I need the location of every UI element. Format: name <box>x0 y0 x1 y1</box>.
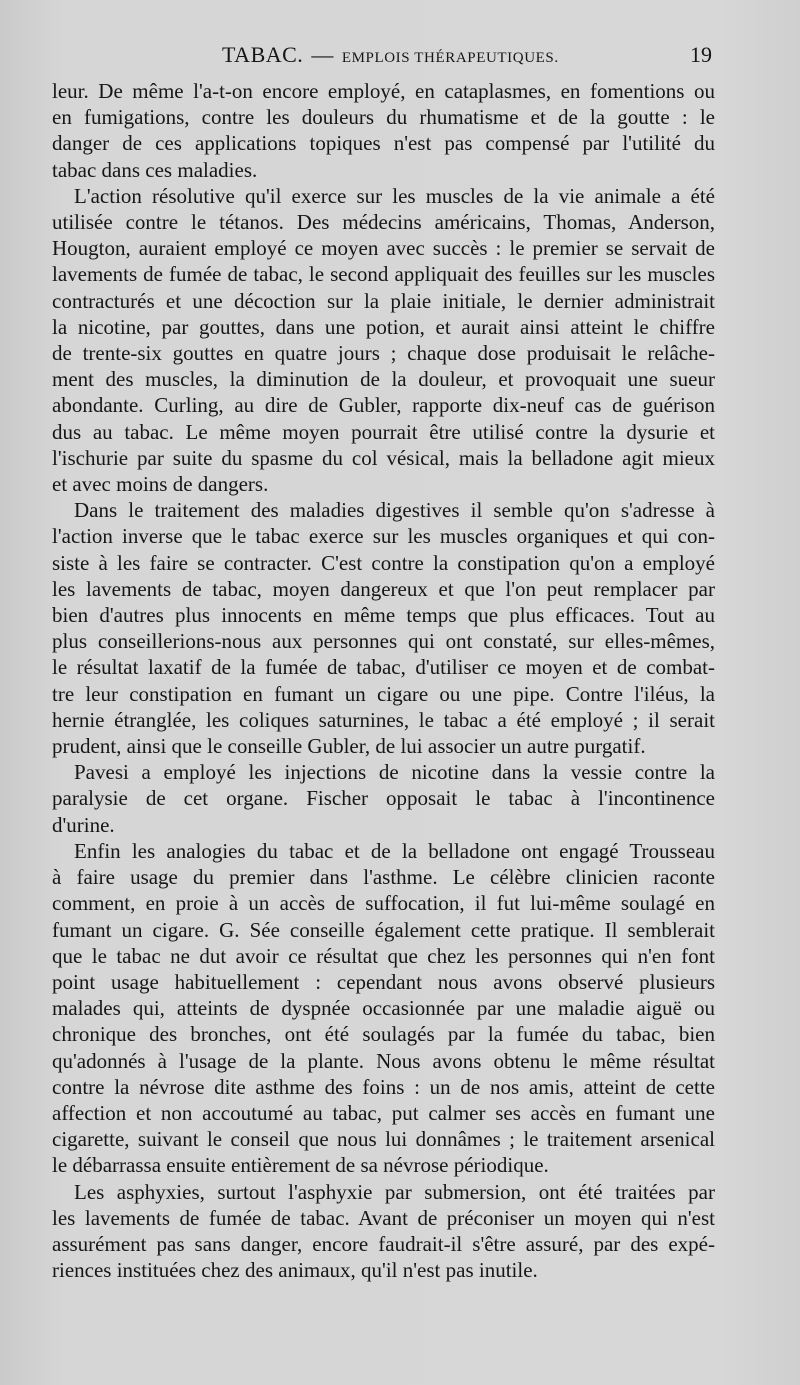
text-line: que le tabac ne dut avoir ce résultat que chez les personnes qui n'en font <box>52 943 715 968</box>
text-line: à faire usage du premier dans l'asthme. Le célèbre clinicien raconte <box>52 865 715 890</box>
page-number: 19 <box>690 42 712 67</box>
paragraph <box>52 78 715 183</box>
text-line: cigarette, suivant le conseil que nous lui donnâmes ; le traitement arsenical <box>52 1127 715 1152</box>
text-line: l'ischurie par suite du spasme du col vésical, mais la belladone agit mieux <box>52 445 715 470</box>
text-line: Dans le traitement des maladies digestives il semble qu'on s'adresse à <box>74 498 715 523</box>
text-line: contre la névrose dite asthme des foins : un de nos amis, atteint de cette <box>52 1074 715 1099</box>
text-line: affection et non accoutumé au tabac, put calmer ses accès en fumant une <box>52 1100 715 1125</box>
paragraph <box>52 1179 715 1284</box>
text-line: dus au tabac. Le même moyen pourrait être utilisé contre la dysurie et <box>52 419 715 444</box>
text-line: danger de ces applications topiques n'est pas compensé par l'utilité du <box>52 131 715 156</box>
text-line: Les asphyxies, surtout l'asphyxie par submersion, ont été traitées par <box>74 1179 715 1204</box>
text-line: plus conseillerions-nous aux personnes qui ont constaté, sur elles-mêmes, <box>52 629 715 654</box>
text-line: d'urine. <box>52 812 115 837</box>
text-line: prudent, ainsi que le conseille Gubler, de lui associer un autre purgatif. <box>52 734 646 759</box>
text-line: lavements de fumée de tabac, le second appliquait des feuilles sur les muscles <box>52 262 715 287</box>
paragraph <box>52 497 715 759</box>
text-line: hernie étranglée, les coliques saturnines, le tabac a été employé ; il serait <box>52 707 715 732</box>
text-line: l'action inverse que le tabac exerce sur les muscles organiques et qui con- <box>52 524 715 549</box>
text-line: assurément pas sans danger, encore faudrait-il s'être assuré, par des expé- <box>52 1231 715 1256</box>
text-line: qu'adonnés à l'usage de la plante. Nous avons obtenu le même résultat <box>52 1048 715 1073</box>
text-line: le résultat laxatif de la fumée de tabac, d'utiliser ce moyen et de combat- <box>52 655 715 680</box>
text-line: en fumigations, contre les douleurs du rhumatisme et de la goutte : le <box>52 105 715 130</box>
text-line: utilisée contre le tétanos. Des médecins américains, Thomas, Anderson, <box>52 210 715 235</box>
text-line: les lavements de tabac, moyen dangereux et que l'on peut remplacer par <box>52 576 715 601</box>
text-line: tre leur constipation en fumant un cigare ou une pipe. Contre l'iléus, la <box>52 681 715 706</box>
body-text <box>52 78 715 1283</box>
paragraph <box>52 838 715 1179</box>
paragraph <box>52 759 715 838</box>
text-line: Hougton, auraient employé ce moyen avec succès : le premier se servait de <box>52 236 715 261</box>
text-line: le débarrassa ensuite entièrement de sa névrose périodique. <box>52 1153 549 1178</box>
text-line: ment des muscles, la diminution de la douleur, et provoquait une sueur <box>52 367 715 392</box>
text-line: Pavesi a employé les injections de nicotine dans la vessie contre la <box>74 760 715 785</box>
text-line: de trente-six gouttes en quatre jours ; chaque dose produisait le relâche- <box>52 341 715 366</box>
text-line: leur. De même l'a-t-on encore employé, en cataplasmes, en fomentions ou <box>52 79 715 103</box>
running-head-main: TABAC. <box>222 42 304 67</box>
text-line: comment, en proie à un accès de suffocation, il fut lui-même soulagé en <box>52 891 715 916</box>
text-line: riences instituées chez des animaux, qu'il n'est pas inutile. <box>52 1258 538 1283</box>
text-line: la nicotine, par gouttes, dans une potion, et aurait ainsi atteint le chiffre <box>52 314 715 339</box>
text-line: fumant un cigare. G. Sée conseille également cette pratique. Il semblerait <box>52 917 715 942</box>
text-line: Enfin les analogies du tabac et de la belladone ont engagé Trousseau <box>74 838 715 863</box>
text-line: et avec moins de dangers. <box>52 472 269 497</box>
text-line: point usage habituellement : cependant nous avons observé plusieurs <box>52 969 715 994</box>
running-head-separator: — <box>311 42 334 67</box>
paragraph <box>52 183 715 497</box>
text-line: chronique des bronches, ont été soulagés par la fumée du tabac, bien <box>52 1022 715 1047</box>
text-line: bien d'autres plus innocents en même temps que plus efficaces. Tout au <box>52 603 715 628</box>
running-head <box>222 42 559 68</box>
text-line: malades qui, atteints de dyspnée occasionnée par une maladie aiguë ou <box>52 996 715 1021</box>
page-header <box>52 42 712 72</box>
text-line: L'action résolutive qu'il exerce sur les muscles de la vie animale a été <box>74 183 715 208</box>
text-line: paralysie de cet organe. Fischer opposait le tabac à l'incontinence <box>52 786 715 811</box>
text-line: contracturés et une décoction sur la plaie initiale, le dernier administrait <box>52 288 715 313</box>
text-line: abondante. Curling, au dire de Gubler, rapporte dix-neuf cas de guérison <box>52 393 715 418</box>
running-head-subtitle: EMPLOIS THÉRAPEUTIQUES. <box>341 50 559 66</box>
text-line: siste à les faire se contracter. C'est contre la constipation qu'on a employé <box>52 550 715 575</box>
text-line: les lavements de fumée de tabac. Avant de préconiser un moyen qui n'est <box>52 1205 715 1230</box>
text-line: tabac dans ces maladies. <box>52 157 258 182</box>
